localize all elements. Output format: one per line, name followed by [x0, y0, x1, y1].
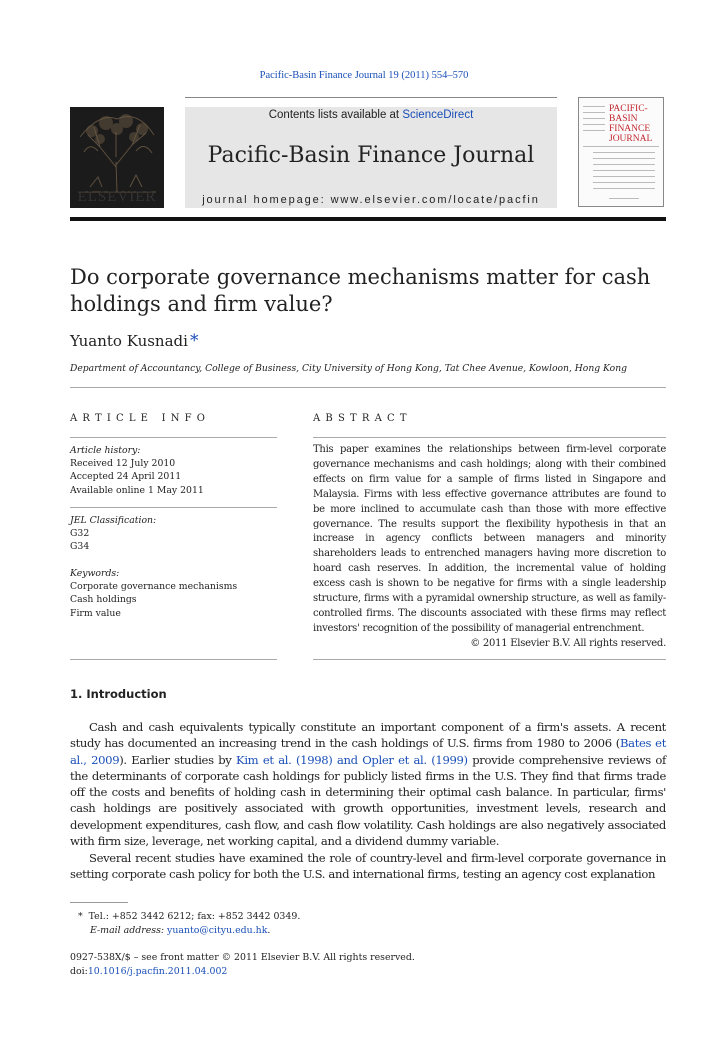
issn-line: 0927-538X/$ – see front matter © 2011 Elsevier B.V. All rights reserved.	[70, 952, 415, 963]
affiliation-rule	[70, 387, 666, 388]
intro-paragraph-2: Several recent studies have examined the role of country-level and firm-level corporate governance in setting corporate cash policy for both the U.S. and international firms, testing an agency cost explanation	[70, 851, 666, 882]
journal-homepage[interactable]: journal homepage: www.elsevier.com/locate/pacfin	[202, 194, 540, 206]
history-rule	[70, 507, 277, 508]
jel-label: JEL Classification:	[70, 515, 157, 526]
publisher-logo-text: ELSEVIER	[77, 189, 157, 205]
keyword: Firm value	[70, 607, 121, 619]
abstract-text: This paper examines the relationships between firm-level corporate governance mechanisms and cash holdings; along with their combined effects on firm value for a sample of firms listed in Singapore and Malaysia. Firms with less effective governance attributes are found to be more inclined to accumulate cash than those with more effective governance. The results support the flexibility hypothesis in that an increase in agency conflicts between managers and minority shareholders leads to entrenched managers having more discretion to hoard cash reserves. In addition, the incremental value of holding excess cash is shown to be negative for firms with a single leadership structure, firms with a pyramidal ownership structure, as well as family-controlled firms. The discounts associated with these firms may reflect investors' recognition of the possibility of managerial entrenchment.	[313, 444, 666, 634]
citation-link-bates[interactable]: Bates et al., 2009	[70, 736, 666, 767]
section-heading: 1. Introduction	[70, 687, 167, 701]
journal-citation[interactable]: Pacific-Basin Finance Journal 19 (2011) 554–570	[259, 70, 469, 81]
journal-banner	[185, 107, 557, 208]
paragraph-text: ). Earlier studies by	[119, 752, 237, 767]
header-thick-rule	[70, 217, 666, 221]
paragraph-text: Cash and cash equivalents typically constitute an important component of a firm's assets. A recent study has documented an increasing trend in the cash holdings of U.S. firms from 1980 to 2006 (	[70, 720, 666, 751]
contents-line	[185, 109, 557, 121]
doi-link[interactable]: 10.1016/j.pacfin.2011.04.002	[87, 965, 228, 977]
sciencedirect-link[interactable]: ScienceDirect	[402, 109, 474, 121]
article-title: Do corporate governance mechanisms matter for cash holdings and firm value?	[70, 265, 651, 316]
footnote-mark: *	[78, 911, 83, 922]
author-email-link[interactable]: yuanto@cityu.edu.hk	[167, 924, 268, 936]
jel-classification	[70, 514, 277, 554]
keywords-label: Keywords:	[70, 568, 120, 579]
jel-code: G34	[70, 541, 90, 553]
intro-paragraph-1	[70, 719, 666, 849]
abstract-heading: ABSTRACT	[313, 413, 412, 424]
keyword: Corporate governance mechanisms	[70, 581, 238, 593]
abstract-bottom-rule	[313, 659, 666, 660]
article-info-rule	[70, 437, 277, 438]
cover-title: PACIFIC-BASIN FINANCE JOURNAL	[609, 104, 653, 144]
article-history	[70, 444, 277, 497]
abstract-rule	[313, 437, 666, 438]
footnote-email-line	[78, 924, 666, 938]
jel-code: G32	[70, 528, 90, 540]
abstract	[313, 443, 666, 652]
keyword: Cash holdings	[70, 594, 137, 606]
article-info-bottom-rule	[70, 659, 277, 660]
journal-cover-thumbnail	[578, 97, 664, 207]
front-matter	[70, 951, 666, 978]
history-label: Article history:	[70, 445, 141, 456]
abstract-copyright: © 2011 Elsevier B.V. All rights reserved.	[470, 637, 666, 649]
email-label: E-mail address:	[90, 924, 165, 936]
author-footnote-mark[interactable]: *	[189, 331, 199, 351]
author-line	[70, 331, 198, 351]
doi-line	[70, 965, 666, 979]
author-footnote	[78, 910, 666, 937]
paragraph-text: provide comprehensive reviews of the determinants of corporate cash holdings for publicly listed firms in the U.S. They find that firms trade off the costs and benefits of holding cash in determining their optimal cash balance. In particular, firms' cash holdings are positively associated with growth opportunities, investment levels, research and development expenditures, cash flow, and cash flow volatility. Cash holdings are also negatively associated with firm size, leverage, net working capital, and a dividend dummy variable.	[70, 752, 666, 849]
keywords-block	[70, 567, 277, 620]
article-info-heading: ARTICLE INFO	[70, 413, 211, 424]
header-rule	[185, 97, 557, 98]
online-date: Available online 1 May 2011	[70, 484, 204, 496]
accepted-date: Accepted 24 April 2011	[70, 471, 182, 483]
footnote-contact-line	[78, 910, 666, 924]
journal-name: Pacific-Basin Finance Journal	[207, 143, 535, 168]
email-end: .	[267, 924, 271, 936]
author-affiliation: Department of Accountancy, College of Business, City University of Hong Kong, Tat Chee Avenue, Kowloon, Hong Kong	[70, 363, 627, 374]
citation-link-kim-opler[interactable]: Kim et al. (1998) and Opler et al. (1999)	[236, 752, 468, 767]
doi-label: doi:	[70, 965, 88, 977]
elsevier-logo	[70, 107, 164, 208]
footnote-rule	[70, 902, 128, 903]
author-name: Yuanto Kusnadi	[70, 332, 188, 350]
received-date: Received 12 July 2010	[70, 458, 176, 470]
footnote-contact: Tel.: +852 3442 6212; fax: +852 3442 0349.	[88, 911, 301, 922]
contents-prefix: Contents lists available at	[268, 109, 403, 121]
